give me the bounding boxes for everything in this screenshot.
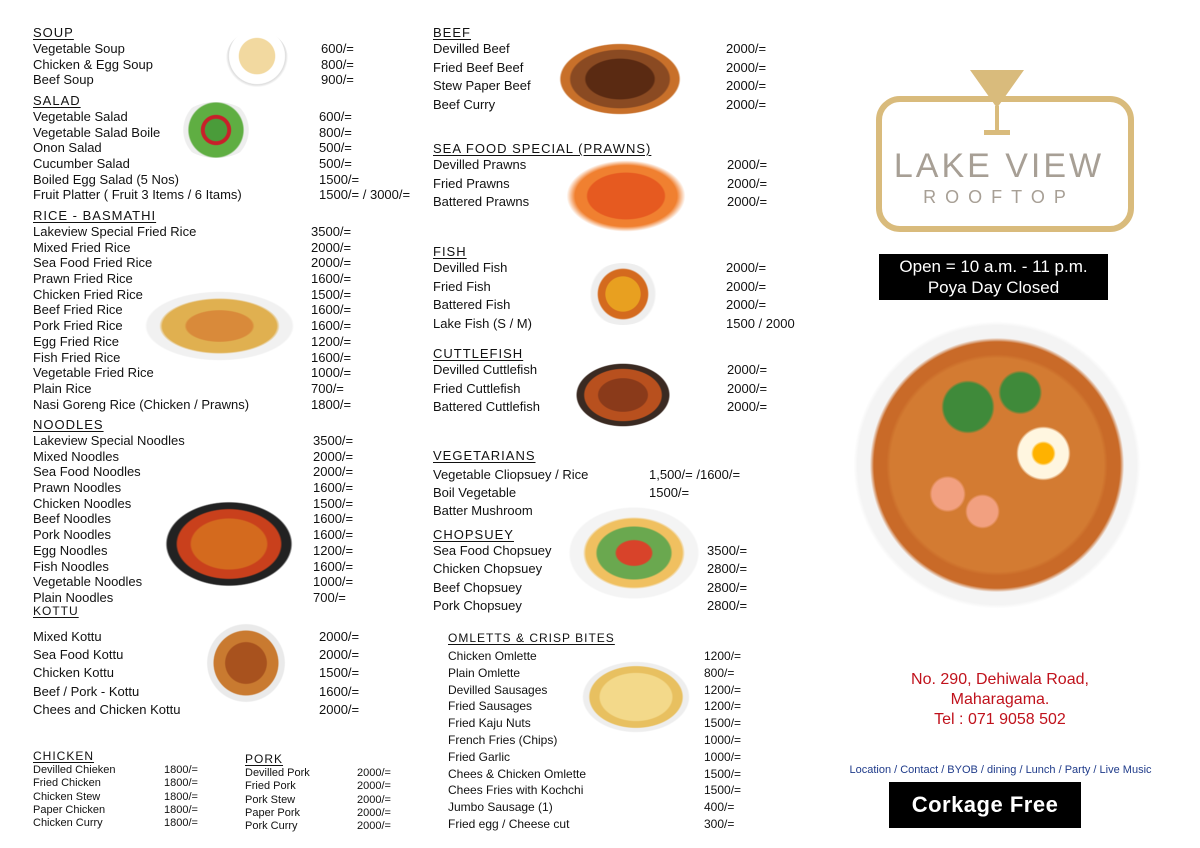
menu-item-name: Pork Chopsuey [433, 597, 522, 613]
menu-item-price: 400/= [704, 800, 735, 815]
menu-item [33, 764, 223, 777]
menu-item-price: 700/= [311, 380, 344, 396]
menu-item-name: Fish Noodles [33, 558, 109, 574]
menu-item-name: Paper Chicken [33, 803, 106, 816]
menu-item-price: 1600/= [311, 271, 352, 287]
menu-item-name: Prawn Fried Rice [33, 271, 133, 287]
menu-item-price: 1,500/= /1600/= [649, 467, 741, 482]
menu-item [33, 187, 411, 203]
menu-item-price: 2000/= [311, 255, 352, 271]
menu-item-price: 600/= [321, 41, 354, 56]
menu-item-name: Mixed Noodles [33, 448, 119, 464]
menu-item-name: Devilled Fish [433, 260, 508, 275]
menu-item-name: Beef Noodles [33, 511, 112, 527]
chicken-section [33, 748, 223, 830]
menu-item-price: 3500/= [313, 433, 354, 448]
menu-item-price: 2000/= [357, 793, 391, 806]
menu-item-name: Devilled Sausages [448, 682, 548, 697]
soup-bowl-image [226, 30, 288, 88]
menu-item-name: Boil Vegetable [433, 485, 517, 500]
menu-item-name: Sea Food Noodles [33, 464, 141, 480]
menu-item-price: 2000/= [357, 806, 391, 819]
menu-item [448, 783, 758, 800]
menu-item-price: 2000/= [726, 41, 767, 56]
menu-item-price: 1500/= / 3000/= [319, 187, 411, 203]
menu-item-price: 1800/= [164, 764, 198, 776]
menu-item-price: 2000/= [357, 780, 391, 793]
menu-item [245, 820, 415, 833]
menu-item-name: Fish Fried Rice [33, 349, 121, 365]
menu-item-price: 1600/= [313, 527, 354, 543]
section-heading: NOODLES [33, 417, 104, 432]
menu-item [33, 480, 373, 496]
menu-item-price: 1500/= [649, 485, 690, 500]
section-heading: SOUP [33, 25, 74, 40]
menu-item-price: 2000/= [726, 96, 767, 112]
brand-name: LAKE VIEW [893, 147, 1105, 185]
menu-item [33, 271, 373, 287]
menu-item-name: Pork Curry [245, 820, 298, 833]
menu-item [33, 381, 373, 397]
menu-item-price: 1500/= [319, 665, 360, 681]
menu-item-price: 2000/= [311, 239, 352, 255]
menu-item-name: Beef Chopsuey [433, 579, 522, 595]
menu-item-price: 2000/= [726, 278, 767, 294]
menu-item-price: 1000/= [311, 365, 352, 381]
menu-item-price: 2000/= [726, 59, 767, 75]
menu-item-price: 2000/= [319, 629, 360, 644]
services-tagline: Location / Contact / BYOB / dining / Lunch / Party / Live Music [849, 764, 1152, 776]
menu-item-name: Sea Food Fried Rice [33, 255, 153, 271]
section-heading: RICE - BASMATHI [33, 208, 157, 223]
telephone: Tel : 071 9058 502 [934, 711, 1066, 728]
menu-item-name: Beef / Pork - Kottu [33, 683, 140, 699]
menu-item-price: 2800/= [707, 579, 748, 595]
menu-item [448, 750, 758, 767]
menu-item-name: Mixed Fried Rice [33, 239, 131, 255]
section-heading: FISH [433, 244, 467, 259]
section-heading: CHOPSUEY [433, 527, 514, 542]
section-heading: KOTTU [33, 604, 79, 618]
menu-item-price: 2000/= [357, 820, 391, 833]
menu-item-price: 2000/= [727, 175, 768, 191]
fried-rice-image [142, 290, 297, 362]
omletts-section [448, 630, 758, 834]
menu-item-name: Plain Rice [33, 380, 92, 396]
fish-image [585, 263, 661, 325]
menu-item-price: 1800/= [164, 790, 198, 803]
menu-item-price: 1600/= [311, 318, 352, 334]
menu-item [33, 684, 373, 702]
menu-item [448, 800, 758, 817]
menu-item-price: 1500 / 2000 [726, 315, 795, 331]
menu-item-price: 1600/= [311, 349, 352, 365]
menu-item-price: 1500/= [704, 783, 742, 798]
menu-item-name: Jumbo Sausage (1) [448, 800, 553, 815]
menu-item-name: Chees & Chicken Omlette [448, 766, 587, 781]
menu-item-name: Chicken Fried Rice [33, 286, 143, 302]
menu-item-price: 2000/= [726, 260, 767, 275]
menu-item-name: Devilled Pork [245, 767, 310, 779]
menu-item-name: Fried Fish [433, 278, 491, 294]
menu-item-price: 1500/= [704, 716, 742, 731]
menu-item-name: Chicken Chopsuey [433, 561, 543, 577]
menu-item-name: Paper Pork [245, 806, 301, 819]
section-heading: CHICKEN [33, 749, 95, 763]
menu-item-price: 800/= [319, 124, 352, 140]
menu-item-name: Mixed Kottu [33, 629, 102, 644]
corkage-badge: Corkage Free [889, 782, 1081, 828]
cuttlefish-image [574, 362, 672, 428]
menu-item-name: Devilled Beef [433, 41, 510, 56]
menu-item-price: 1600/= [313, 480, 354, 496]
menu-item-price: 1200/= [704, 682, 742, 697]
kottu-section [33, 603, 373, 720]
menu-item [245, 767, 415, 780]
menu-item [33, 72, 363, 88]
menu-item [33, 777, 223, 790]
menu-item-name: Devilled Prawns [433, 157, 527, 172]
menu-item-price: 2800/= [707, 597, 748, 613]
section-heading: CUTTLEFISH [433, 346, 524, 361]
menu-item-price: 1000/= [704, 732, 742, 747]
beef-image [557, 42, 683, 116]
menu-item-price: 1800/= [311, 396, 352, 412]
menu-item [33, 397, 373, 413]
menu-item-price: 800/= [321, 56, 354, 72]
menu-item-name: Fried Pork [245, 780, 296, 793]
section-heading: PORK [245, 752, 284, 766]
menu-item-price: 3500/= [311, 224, 352, 239]
soup-section [33, 25, 363, 88]
menu-item [448, 767, 758, 784]
menu-item [433, 467, 793, 485]
omelette-image [580, 660, 692, 734]
menu-item-price: 1600/= [311, 302, 352, 318]
menu-item [33, 791, 223, 804]
menu-item-name: Sea Food Chopsuey [433, 543, 552, 558]
menu-item [448, 733, 758, 750]
address-city: Maharagama. [950, 691, 1050, 708]
menu-item-price: 1800/= [164, 803, 198, 816]
menu-item-name: Devilled Cuttlefish [433, 362, 538, 377]
menu-item-name: Prawn Noodles [33, 480, 122, 496]
menu-item [33, 172, 373, 188]
menu-item-name: Fried Prawns [433, 175, 510, 191]
section-heading: SALAD [33, 93, 81, 108]
menu-item-price: 2000/= [313, 448, 354, 464]
menu-item-name: Fried Kaju Nuts [448, 716, 531, 731]
menu-item [448, 649, 758, 666]
menu-item-price: 2800/= [707, 561, 748, 577]
menu-item-price: 600/= [319, 109, 352, 124]
address-line: No. 290, Dehiwala Road, [911, 671, 1089, 688]
menu-item-price: 1000/= [704, 749, 742, 764]
menu-item-name: Chicken Omlette [448, 649, 537, 663]
menu-item-name: Chees Fries with Kochchi [448, 783, 584, 798]
signature-dish-image [852, 320, 1142, 610]
menu-item-name: Fried egg / Cheese cut [448, 816, 570, 831]
menu-item-price: 1600/= [313, 558, 354, 574]
menu-item-name: Lake Fish (S / M) [433, 315, 532, 331]
address [860, 670, 1140, 730]
menu-item-name: Beef Soup [33, 72, 94, 88]
salad-image [176, 102, 256, 158]
menu-item [33, 224, 373, 240]
section-heading: VEGETARIANS [433, 448, 536, 463]
menu-item [33, 57, 363, 73]
menu-item-name: Egg Fried Rice [33, 333, 119, 349]
menu-item-price: 2000/= [357, 767, 391, 779]
menu-item-name: Plain Omlette [448, 665, 521, 680]
prawns-image [566, 160, 686, 232]
menu-item-price: 1200/= [311, 333, 352, 349]
menu-item [33, 817, 223, 830]
menu-item-name: Chicken Curry [33, 817, 103, 830]
menu-item-price: 2000/= [319, 647, 360, 663]
menu-item-price: 1200/= [704, 699, 742, 714]
menu-item-price: 1500/= [704, 766, 742, 781]
menu-item-price: 1800/= [164, 777, 198, 790]
menu-item-price: 2000/= [726, 78, 767, 93]
menu-item-price: 2000/= [313, 464, 354, 480]
menu-item [33, 156, 373, 172]
menu-item-price: 700/= [313, 589, 346, 605]
menu-item [33, 647, 373, 665]
menu-item-price: 1600/= [319, 683, 360, 699]
menu-item [33, 365, 373, 381]
menu-item-price: 2000/= [727, 157, 768, 172]
menu-item-name: Pork Noodles [33, 527, 112, 543]
menu-item-price: 2000/= [727, 380, 768, 396]
menu-item-price: 2000/= [727, 194, 768, 209]
menu-item-price: 1500/= [313, 495, 354, 511]
menu-item-name: Nasi Goreng Rice (Chicken / Prawns) [33, 396, 250, 412]
menu-item [245, 807, 415, 820]
menu-item-price: 900/= [321, 72, 354, 88]
menu-item-price: 2000/= [726, 297, 767, 312]
menu-item-name: Vegetable Fried Rice [33, 365, 154, 381]
section-heading: SEA FOOD SPECIAL (PRAWNS) [433, 141, 652, 156]
menu-item-name: Beef Fried Rice [33, 302, 123, 318]
menu-item-name: Vegetable Salad Boile [33, 124, 161, 140]
menu-item-name: Battered Fish [433, 297, 511, 312]
menu-item [33, 629, 373, 647]
menu-item-name: Beef Curry [433, 96, 496, 112]
menu-item-name: Fried Sausages [448, 699, 533, 714]
menu-item-name: Boiled Egg Salad (5 Nos) [33, 171, 179, 187]
menu-item-price: 500/= [319, 156, 352, 172]
menu-item-name: French Fries (Chips) [448, 732, 558, 747]
menu-item-name: Vegetable Noodles [33, 574, 143, 590]
chopsuey-image [566, 505, 702, 601]
menu-item-price: 1500/= [319, 171, 360, 187]
menu-item-price: 1200/= [704, 649, 742, 663]
pork-section [245, 751, 415, 833]
menu-item-name: Fried Garlic [448, 749, 511, 764]
opening-hours [879, 254, 1108, 300]
menu-item [448, 817, 758, 834]
menu-item-price: 800/= [704, 665, 735, 680]
menu-item [33, 449, 373, 465]
menu-item-name: Chicken Kottu [33, 665, 114, 681]
section-heading: BEEF [433, 25, 471, 40]
menu-item [245, 794, 415, 807]
menu-item-price: 2000/= [727, 399, 768, 414]
menu-item [33, 464, 373, 480]
hours-line: Open = 10 a.m. - 11 p.m. [899, 257, 1088, 276]
menu-item-price: 1600/= [313, 511, 354, 527]
menu-item [433, 485, 793, 503]
menu-item [33, 804, 223, 817]
menu-item-name: Fried Chicken [33, 777, 101, 790]
menu-item-price: 2000/= [319, 701, 360, 717]
closed-day: Poya Day Closed [927, 278, 1060, 297]
menu-item-price: 1500/= [311, 286, 352, 302]
menu-item-name: Egg Noodles [33, 542, 108, 558]
section-heading: OMLETTS & CRISP BITES [448, 631, 615, 645]
menu-item-price: 300/= [704, 816, 735, 831]
brand-subname: ROOFTOP [923, 187, 1075, 207]
menu-item-name: Sea Food Kottu [33, 647, 124, 663]
menu-item-price: 1000/= [313, 574, 354, 590]
menu-item-name: Chicken & Egg Soup [33, 56, 153, 72]
menu-item-name: Chees and Chicken Kottu [33, 701, 181, 717]
menu-item-name: Fried Cuttlefish [433, 380, 521, 396]
menu-item-name: Vegetable Salad [33, 109, 128, 124]
menu-item [33, 255, 373, 271]
menu-item-name: Chicken Stew [33, 790, 101, 803]
menu-item-name: Vegetable Cliopsuey / Rice [433, 467, 589, 482]
menu-item-name: Battered Prawns [433, 194, 530, 209]
menu-item-name: Chicken Noodles [33, 495, 132, 511]
menu-item [33, 702, 373, 720]
menu-item-name: Devilled Chieken [33, 764, 116, 776]
menu-item-price: 1800/= [164, 817, 198, 830]
menu-item-name: Lakeview Special Noodles [33, 433, 185, 448]
menu-item-name: Cucumber Salad [33, 156, 130, 172]
menu-item-price: 2000/= [727, 362, 768, 377]
menu-item-price: 500/= [319, 140, 352, 156]
menu-item-price: 1200/= [313, 542, 354, 558]
kottu-image [205, 622, 287, 704]
menu-item-name: Pork Fried Rice [33, 318, 123, 334]
noodles-image [163, 500, 295, 588]
menu-item-name: Fruit Platter ( Fruit 3 Items / 6 Itams) [33, 187, 242, 203]
menu-item-name: Batter Mushroom [433, 503, 533, 518]
menu-item-price: 3500/= [707, 543, 748, 558]
menu-item [33, 665, 373, 683]
menu-item-name: Fried Beef Beef [433, 59, 524, 75]
menu-item-name: Plain Noodles [33, 589, 114, 605]
menu-item-name: Battered Cuttlefish [433, 399, 540, 414]
menu-item [33, 41, 363, 57]
menu-item [33, 433, 373, 449]
menu-item-name: Stew Paper Beef [433, 78, 531, 93]
menu-item [245, 780, 415, 793]
menu-item-name: Lakeview Special Fried Rice [33, 224, 197, 239]
menu-item-name: Pork Stew [245, 793, 296, 806]
menu-item-name: Vegetable Soup [33, 41, 125, 56]
menu-item-name: Onon Salad [33, 140, 102, 156]
menu-item [33, 240, 373, 256]
